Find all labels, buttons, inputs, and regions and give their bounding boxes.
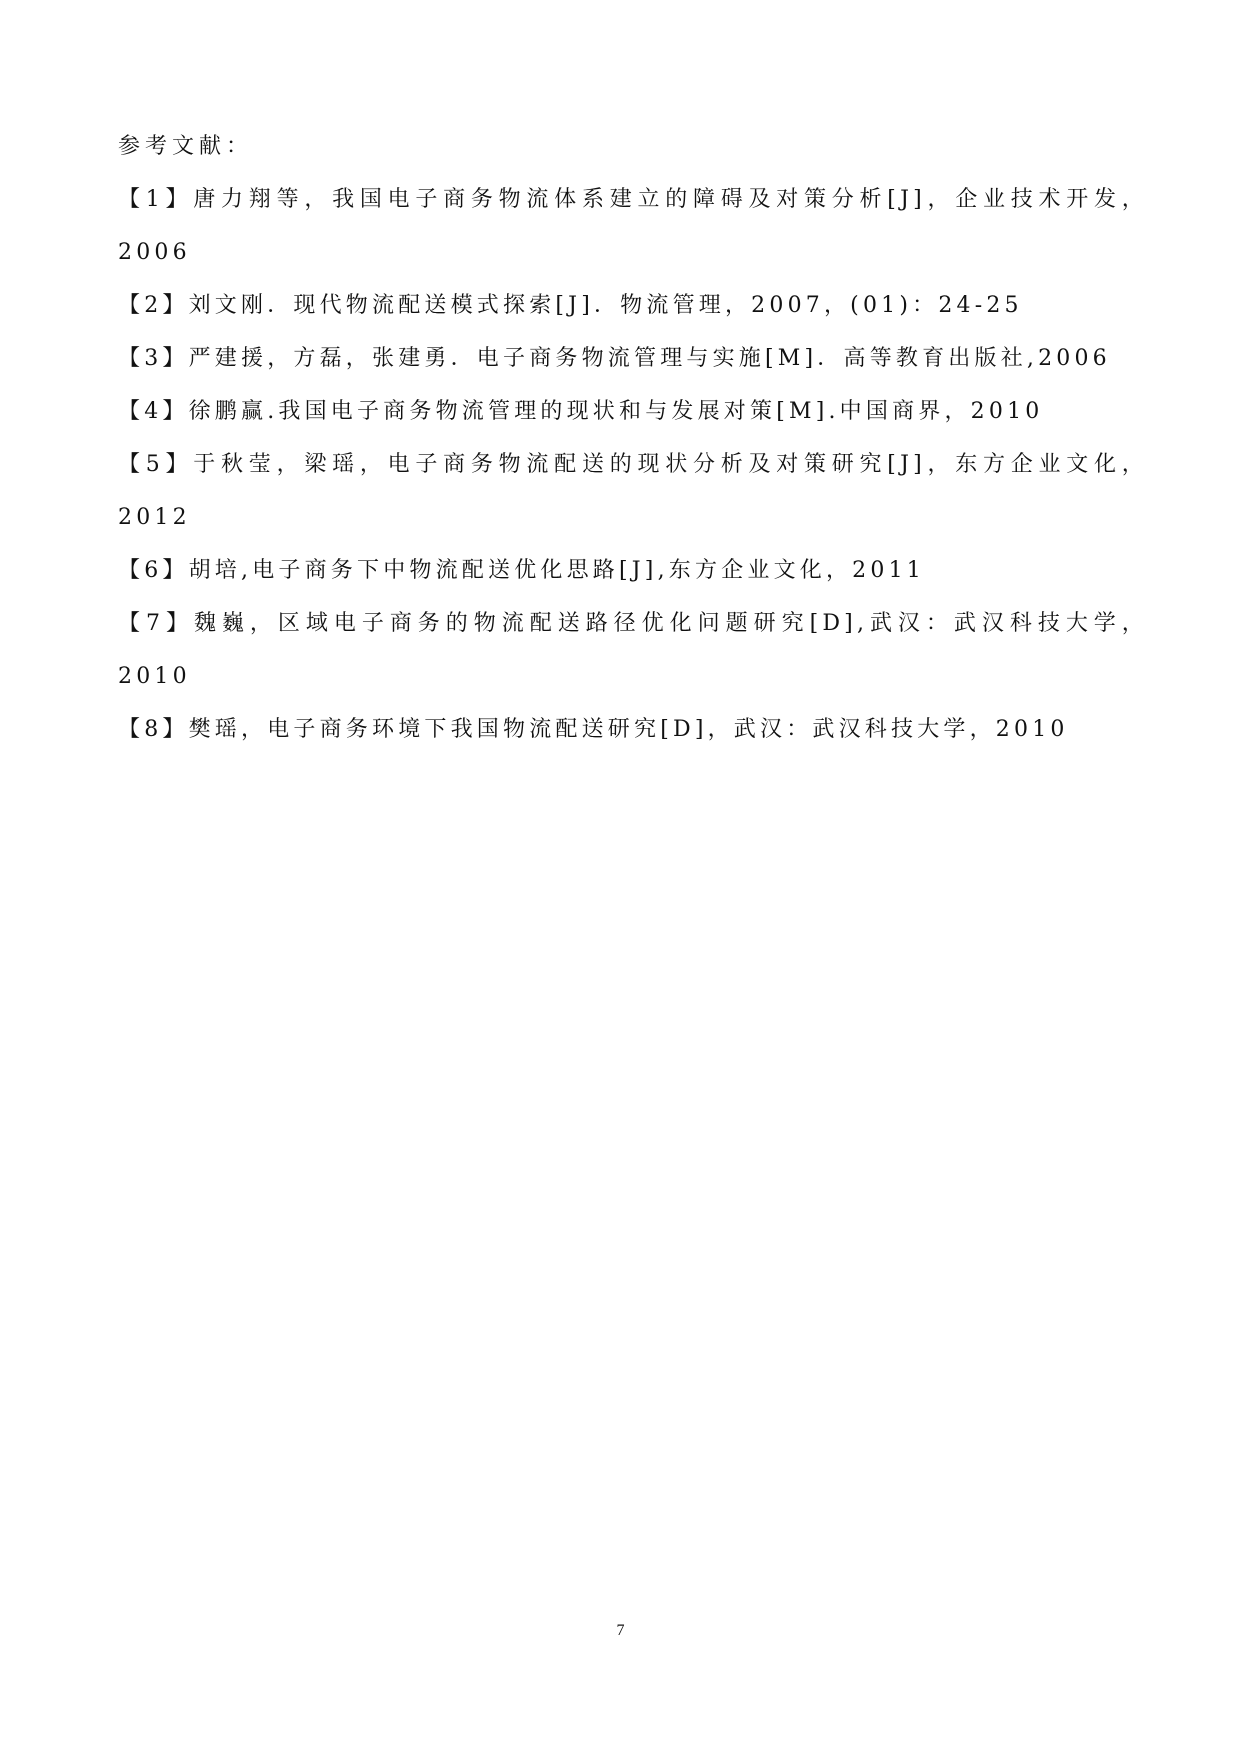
reference-list	[118, 173, 1148, 756]
reference-item-7: 【7】魏巍，区域电子商务的物流配送路径优化问题研究[D],武汉：武汉科技大学，2010	[118, 611, 1148, 689]
reference-item-5: 【5】于秋莹，梁瑶，电子商务物流配送的现状分析及对策研究[J]，东方企业文化，2012	[118, 452, 1148, 530]
reference-item-4: 【4】徐鹏赢.我国电子商务物流管理的现状和与发展对策[M].中国商界，2010	[118, 399, 1044, 424]
page-number: 7	[616, 1622, 625, 1639]
reference-item-2: 【2】刘文刚．现代物流配送模式探索[J]．物流管理，2007，(01)：24-25	[118, 293, 1023, 318]
reference-item-3: 【3】严建援，方磊，张建勇．电子商务物流管理与实施[M]．高等教育出版社,2006	[118, 346, 1111, 371]
reference-item-1: 【1】唐力翔等，我国电子商务物流体系建立的障碍及对策分析[J]，企业技术开发，2006	[118, 187, 1148, 265]
references-section	[118, 120, 1148, 756]
reference-item-8: 【8】樊瑶，电子商务环境下我国物流配送研究[D]，武汉：武汉科技大学，2010	[118, 717, 1069, 742]
references-heading: 参考文献：	[118, 134, 254, 159]
reference-item-6: 【6】胡培,电子商务下中物流配送优化思路[J],东方企业文化，2011	[118, 558, 925, 583]
